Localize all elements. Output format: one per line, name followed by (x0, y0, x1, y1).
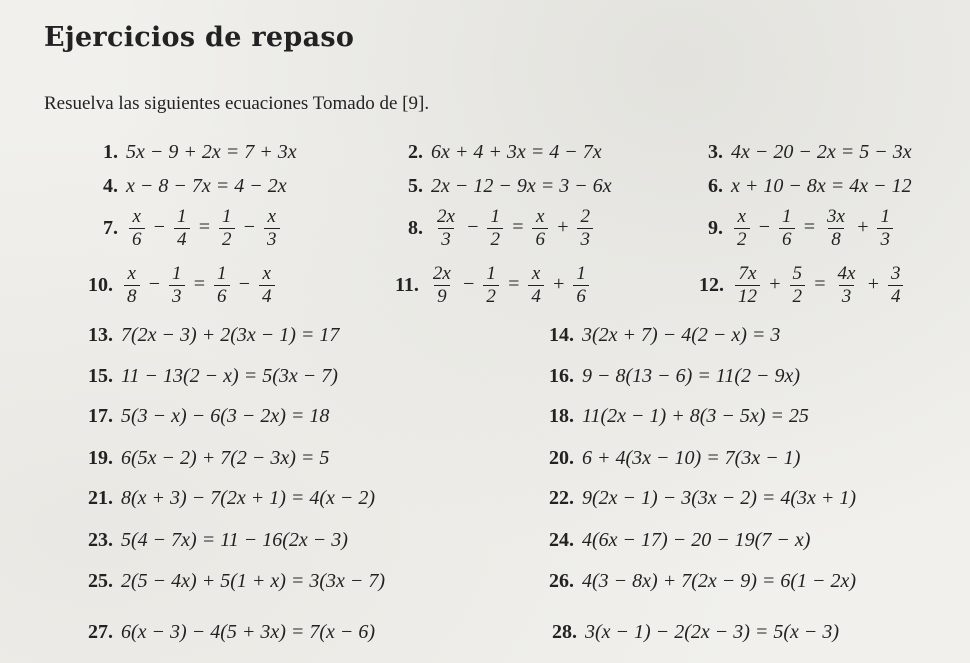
exercise-number: 7. (103, 217, 118, 239)
exercise-item (88, 324, 339, 347)
exercise-item (549, 447, 800, 470)
exercise-equation: 2x − 12 − 9x = 3 − 6x (431, 175, 612, 197)
exercise-equation: 4(6x − 17) − 20 − 19(7 − x) (582, 529, 811, 551)
exercise-equation: 6 + 4(3x − 10) = 7(3x − 1) (582, 447, 801, 469)
exercise-equation: 3(2x + 7) − 4(2 − x) = 3 (582, 324, 781, 346)
fraction: $\frac{1}{6}$ (573, 263, 589, 308)
exercise-item (88, 570, 385, 593)
exercise-item (549, 487, 856, 510)
exercise-item (88, 621, 375, 644)
exercise-item (408, 175, 612, 198)
fraction: $\frac{1}{6}$ (779, 206, 795, 251)
fraction: $\frac{2x}{9}$ (432, 263, 451, 307)
exercise-item (88, 263, 278, 308)
fraction: $\frac{1}{6}$ (214, 263, 230, 308)
fraction: $\frac{1}{4}$ (174, 206, 190, 251)
fraction: $\frac{1}{2}$ (219, 206, 235, 251)
exercise-equation: 9 − 8(13 − 6) = 11(2 − 9x) (582, 365, 801, 387)
exercise-item (88, 529, 348, 552)
exercise-equation: 4x − 20 − 2x = 5 − 3x (731, 141, 912, 163)
exercise-item (699, 263, 906, 308)
fraction: $\frac{x}{8}$ (124, 263, 140, 308)
exercise-equation: 9(2x − 1) − 3(3x − 2) = 4(3x + 1) (582, 487, 857, 509)
exercise-item (88, 447, 329, 470)
exercise-equation: $\frac{x}{8}$ − $\frac{1}{3}$ = $\frac{1}{6}$ − $\frac{x}{4}$ (121, 263, 278, 308)
exercise-item (549, 570, 856, 593)
fraction: $\frac{5}{2}$ (790, 263, 806, 308)
fraction: $\frac{1}{2}$ (483, 263, 499, 308)
exercise-number: 9. (708, 217, 723, 239)
exercise-number: 4. (103, 175, 118, 197)
exercise-item (549, 365, 800, 388)
exercise-number: 19. (88, 447, 113, 469)
exercise-number: 6. (708, 175, 723, 197)
exercise-number: 22. (549, 487, 574, 509)
exercise-number: 14. (549, 324, 574, 346)
exercise-number: 15. (88, 365, 113, 387)
exercise-equation: 5x − 9 + 2x = 7 + 3x (126, 141, 297, 163)
exercise-number: 8. (408, 217, 423, 239)
exercise-equation: 2(5 − 4x) + 5(1 + x) = 3(3x − 7) (121, 570, 386, 592)
exercise-number: 21. (88, 487, 113, 509)
exercise-number: 3. (708, 141, 723, 163)
exercise-equation: $\frac{7x}{12}$ + $\frac{5}{2}$ = $\frac{4x}{3}$ + $\frac{3}{4}$ (732, 263, 906, 308)
exercise-item (103, 175, 287, 198)
exercise-number: 17. (88, 405, 113, 427)
exercise-equation: x + 10 − 8x = 4x − 12 (731, 175, 912, 197)
exercise-equation: 7(2x − 3) + 2(3x − 1) = 17 (121, 324, 340, 346)
exercise-equation: 5(3 − x) − 6(3 − 2x) = 18 (121, 405, 330, 427)
exercise-item (708, 141, 912, 164)
fraction: $\frac{x}{6}$ (532, 206, 548, 251)
exercise-item (549, 324, 780, 347)
exercise-item (708, 206, 896, 251)
exercise-item (549, 405, 809, 428)
exercise-item (552, 621, 839, 644)
exercise-number: 20. (549, 447, 574, 469)
exercise-item (408, 206, 596, 251)
exercise-item (103, 206, 283, 251)
exercise-number: 10. (88, 274, 113, 296)
exercise-equation: 6(5x − 2) + 7(2 − 3x) = 5 (121, 447, 330, 469)
exercise-number: 25. (88, 570, 113, 592)
page-title: Ejercicios de repaso (44, 22, 355, 53)
exercise-equation: $\frac{2x}{9}$ − $\frac{1}{2}$ = $\frac{x}{4}$ + $\frac{1}{6}$ (427, 263, 592, 308)
fraction: $\frac{3x}{8}$ (827, 206, 845, 250)
fraction: $\frac{3}{4}$ (888, 263, 904, 308)
exercise-item (103, 141, 297, 164)
exercise-equation: 6(x − 3) − 4(5 + 3x) = 7(x − 6) (121, 621, 376, 643)
exercise-equation: 11 − 13(2 − x) = 5(3x − 7) (121, 365, 338, 387)
exercise-number: 27. (88, 621, 113, 643)
exercise-equation: $\frac{x}{2}$ − $\frac{1}{6}$ = $\frac{3x}{8}$ + $\frac{1}{3}$ (731, 206, 896, 251)
exercise-item (395, 263, 592, 308)
exercise-number: 28. (552, 621, 577, 643)
fraction: $\frac{1}{3}$ (877, 206, 893, 251)
fraction: $\frac{x}{6}$ (129, 206, 145, 251)
exercise-item (708, 175, 912, 198)
exercise-number: 1. (103, 141, 118, 163)
exercise-number: 16. (549, 365, 574, 387)
fraction: $\frac{1}{3}$ (169, 263, 185, 308)
fraction: $\frac{2}{3}$ (577, 206, 593, 251)
fraction: $\frac{x}{2}$ (734, 206, 750, 251)
exercise-number: 26. (549, 570, 574, 592)
exercise-equation: 5(4 − 7x) = 11 − 16(2x − 3) (121, 529, 348, 551)
exercise-item (88, 365, 338, 388)
fraction: $\frac{1}{2}$ (487, 206, 503, 251)
fraction: $\frac{4x}{3}$ (837, 263, 856, 307)
exercise-number: 23. (88, 529, 113, 551)
fraction: $\frac{x}{3}$ (264, 206, 280, 251)
exercise-equation: 4(3 − 8x) + 7(2x − 9) = 6(1 − 2x) (582, 570, 857, 592)
exercise-item (408, 141, 602, 164)
exercise-equation: 6x + 4 + 3x = 4 − 7x (431, 141, 602, 163)
exercise-equation: x − 8 − 7x = 4 − 2x (126, 175, 287, 197)
exercise-item (549, 529, 810, 552)
exercise-number: 11. (395, 274, 419, 296)
fraction: $\frac{x}{4}$ (528, 263, 544, 308)
fraction: $\frac{2x}{3}$ (437, 206, 455, 250)
exercise-number: 12. (699, 274, 724, 296)
exercise-equation: 11(2x − 1) + 8(3 − 5x) = 25 (582, 405, 809, 427)
exercise-equation: 8(x + 3) − 7(2x + 1) = 4(x − 2) (121, 487, 376, 509)
exercise-number: 13. (88, 324, 113, 346)
exercise-number: 18. (549, 405, 574, 427)
fraction: $\frac{7x}{12}$ (735, 263, 760, 308)
exercise-equation: 3(x − 1) − 2(2x − 3) = 5(x − 3) (585, 621, 840, 643)
exercise-number: 5. (408, 175, 423, 197)
fraction: $\frac{x}{4}$ (259, 263, 275, 308)
exercise-number: 2. (408, 141, 423, 163)
instructions-text: Resuelva las siguientes ecuaciones Tomado de [9]. (44, 93, 430, 114)
exercise-item (88, 487, 375, 510)
exercise-number: 24. (549, 529, 574, 551)
exercise-item (88, 405, 329, 428)
exercise-equation: $\frac{2x}{3}$ − $\frac{1}{2}$ = $\frac{x}{6}$ + $\frac{2}{3}$ (431, 206, 596, 251)
exercise-equation: $\frac{x}{6}$ − $\frac{1}{4}$ = $\frac{1}{2}$ − $\frac{x}{3}$ (126, 206, 283, 251)
